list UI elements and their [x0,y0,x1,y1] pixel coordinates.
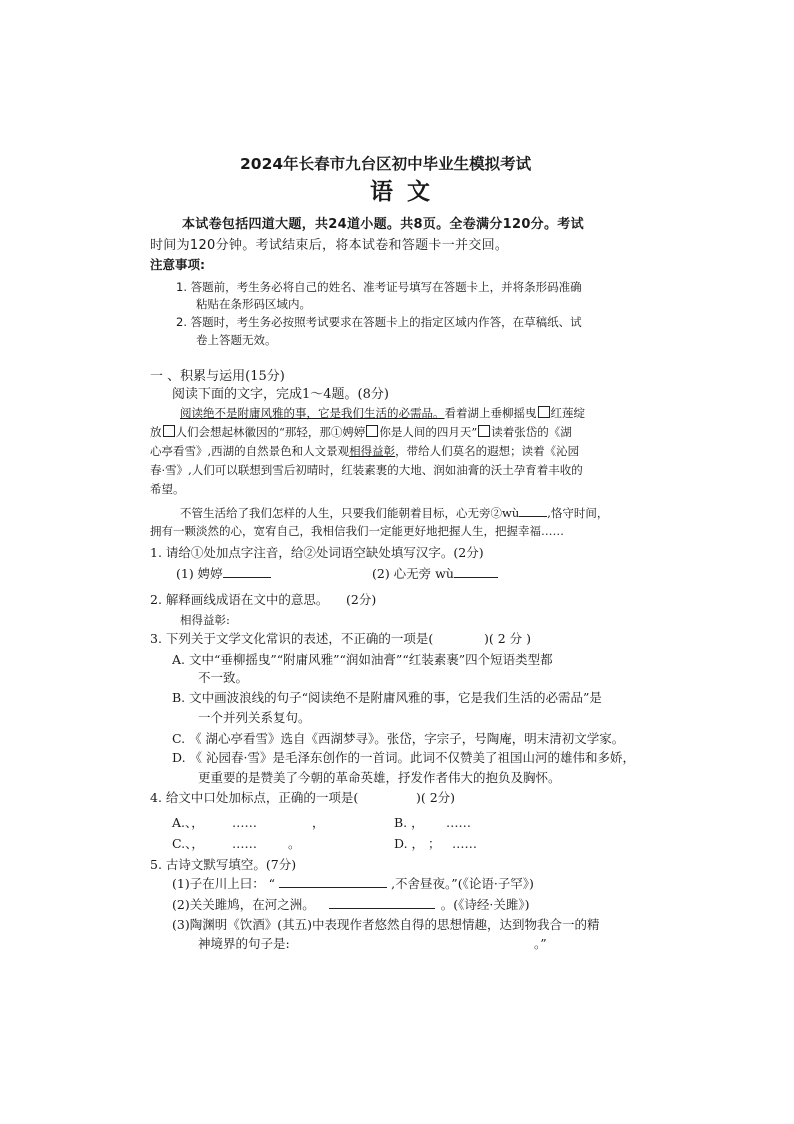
underlined-idiom: 相得益彰 [349,444,396,458]
intro-line-1: 本试卷包括四道大题，共24道小题。共8页。全卷满分120分。考试 [182,217,584,232]
passage-line-2 [150,424,572,440]
q3-option-b-line-2: 一个并列关系复句。 [198,710,311,725]
punctuation-blank-box [478,425,490,437]
q4-option-c-mark: …… [232,836,257,851]
q3-option-a-line-1: A. 文中“垂柳摇曳”“附庸风雅”“润如油膏”“红装素裹”四个短语类型都 [172,652,553,667]
punctuation-blank-box [538,406,550,418]
q5-sentence-3-end: 。” [534,936,547,951]
q3-stem-b: )( 2 分 ) [484,631,532,646]
passage-text: ,恪守时间， [547,506,609,520]
q3-option-b-line-1: B. 文中画波浪线的句子“阅读绝不是附庸风雅的事，它是我们生活的必需品”是 [172,690,602,705]
passage-line-4: 春·雪》,人们可以联想到雪后初晴时，红装素裹的大地、润如油膏的沃土孕育着丰收的 [150,463,583,477]
q5-stem: 5. 古诗文默写填空。(7分) [150,857,297,872]
q3-option-c: C. 《 湖心亭看雪》选自《西湖梦寻》。张岱，字宗子，号陶庵，明末清初文学家。 [172,731,625,746]
passage-line-3 [150,443,579,459]
q4-option-a-mark: …… [232,815,257,830]
q3-option-a-line-2: 不一致。 [198,670,249,685]
punctuation-blank-box [163,425,175,437]
notice-2-line-1: 2. 答题时，考生务必按照考试要求在答题卡上的指定区域内作答，在草稿纸、试 [176,315,582,329]
q5-sentence-2-end: 。(《诗经·关雎》) [440,897,530,912]
q1-part-b [372,565,498,582]
passage-text: 看着湖上垂柳摇曳 [444,406,537,420]
section-1-instruction: 阅读下面的文字，完成1～4题。(8分) [172,387,389,402]
q4-option-d-mark: …… [452,836,477,851]
q4-option-d-label: D. ， ； [394,836,441,851]
q4-option-b-mark: …… [446,815,471,830]
q5-sentence-3-line-1: (3)陶渊明《饮酒》(其五)中表现作者悠然自得的思想情趣，达到物我合一的精 [172,917,600,932]
fill-blank [519,504,547,517]
q4-option-c-end: 。 [288,836,301,851]
passage2-line-2: 拥有一颗淡然的心，宽宥自己，我相信我们一定能更好地把握人生，把握幸福…… [150,524,564,538]
q5-sentence-2 [172,896,529,913]
exam-title: 2024年长春市九台区初中毕业生模拟考试 [240,155,532,173]
passage-text: ，带给人们莫名的遐想；读着《沁园 [395,444,580,458]
q3-stem-a: 3. 下列关于文学文化常识的表述，不正确的一项是( [150,631,434,646]
q4-option-c-label: C.、， [172,836,204,851]
passage-line-5: 希望。 [150,482,185,496]
q5-sentence-1 [172,875,534,892]
notice-1-line-2: 粘贴在条形码区域内。 [196,297,311,311]
q1-part-b-label: (2) 心无旁 wù [372,566,454,581]
passage-text: 你是人间的四月天” [379,425,478,439]
passage-text: 读着张岱的《湖 [491,425,572,439]
q2-stem: 2. 解释画线成语在文中的意思。 [150,592,329,607]
q4-stem-b: )( 2分) [416,790,456,805]
answer-blank [223,565,271,578]
subject-title: 语文 [370,178,444,205]
q3-option-d-line-1: D. 《 沁园春·雪》是毛泽东创作的一首词。此词不仅赞美了祖国山河的雄伟和多娇， [172,750,635,765]
q1-stem: 1. 请给①处加点字注音，给②处词语空缺处填写汉字。(2分) [150,545,484,560]
passage-text: 人们会想起林徽因的“那轻，那①娉婷 [175,425,366,439]
answer-blank [454,565,498,578]
q4-option-a-end: ， [312,815,325,830]
passage2-line-1 [180,504,608,521]
passage-text: 红莲绽 [550,406,585,420]
q3-option-d-line-2: 更重要的是赞美了今朝的革命英雄，抒发作者伟大的抱负及胸怀。 [198,770,561,785]
answer-blank [279,875,387,888]
notice-1-line-1: 1. 答题前，考生务必将自己的姓名、准考证号填写在答题卡上，并将条形码准确 [176,280,582,294]
q4-stem-a: 4. 给文中口处加标点，正确的一项是( [150,790,359,805]
q2-score: (2分) [346,592,377,607]
q1-part-a [176,565,271,582]
notice-title: 注意事项: [150,257,205,272]
intro-line-2: 时间为120分钟。考试结束后，将本试卷和答题卡一并交回。 [150,238,509,253]
q5-sentence-1-end: ,不舍昼夜。”(《论语·子罕》) [391,876,534,891]
q1-part-a-label: (1) 娉婷 [176,566,223,581]
q5-sentence-1-start: (1)子在川上曰： “ [172,876,276,891]
section-1-heading: 一 、积累与运用(15分) [150,369,285,384]
notice-2-line-2: 卷上答题无效。 [196,333,277,347]
q4-option-b-label: B. ， [394,815,424,830]
answer-blank [329,896,435,909]
passage-text: 放 [150,425,162,439]
punctuation-blank-box [366,425,378,437]
underlined-idiom-sentence: 阅读绝不是附庸风雅的事，它是我们生活的必需品。 [180,406,445,420]
q5-sentence-2-start: (2)关关雎鸠，在河之洲。 [172,897,315,912]
passage-text: 不管生活给了我们怎样的人生，只要我们能朝着目标，心无旁②wù [180,506,520,520]
passage-line-1 [180,405,585,421]
q2-term: 相得益彰: [180,613,230,627]
passage-text: 心亭看雪》,西湖的自然景色和人文景观 [150,444,350,458]
q4-option-a-label: A.、， [172,815,204,830]
q5-sentence-3-line-2: 神境界的句子是: [198,936,290,951]
